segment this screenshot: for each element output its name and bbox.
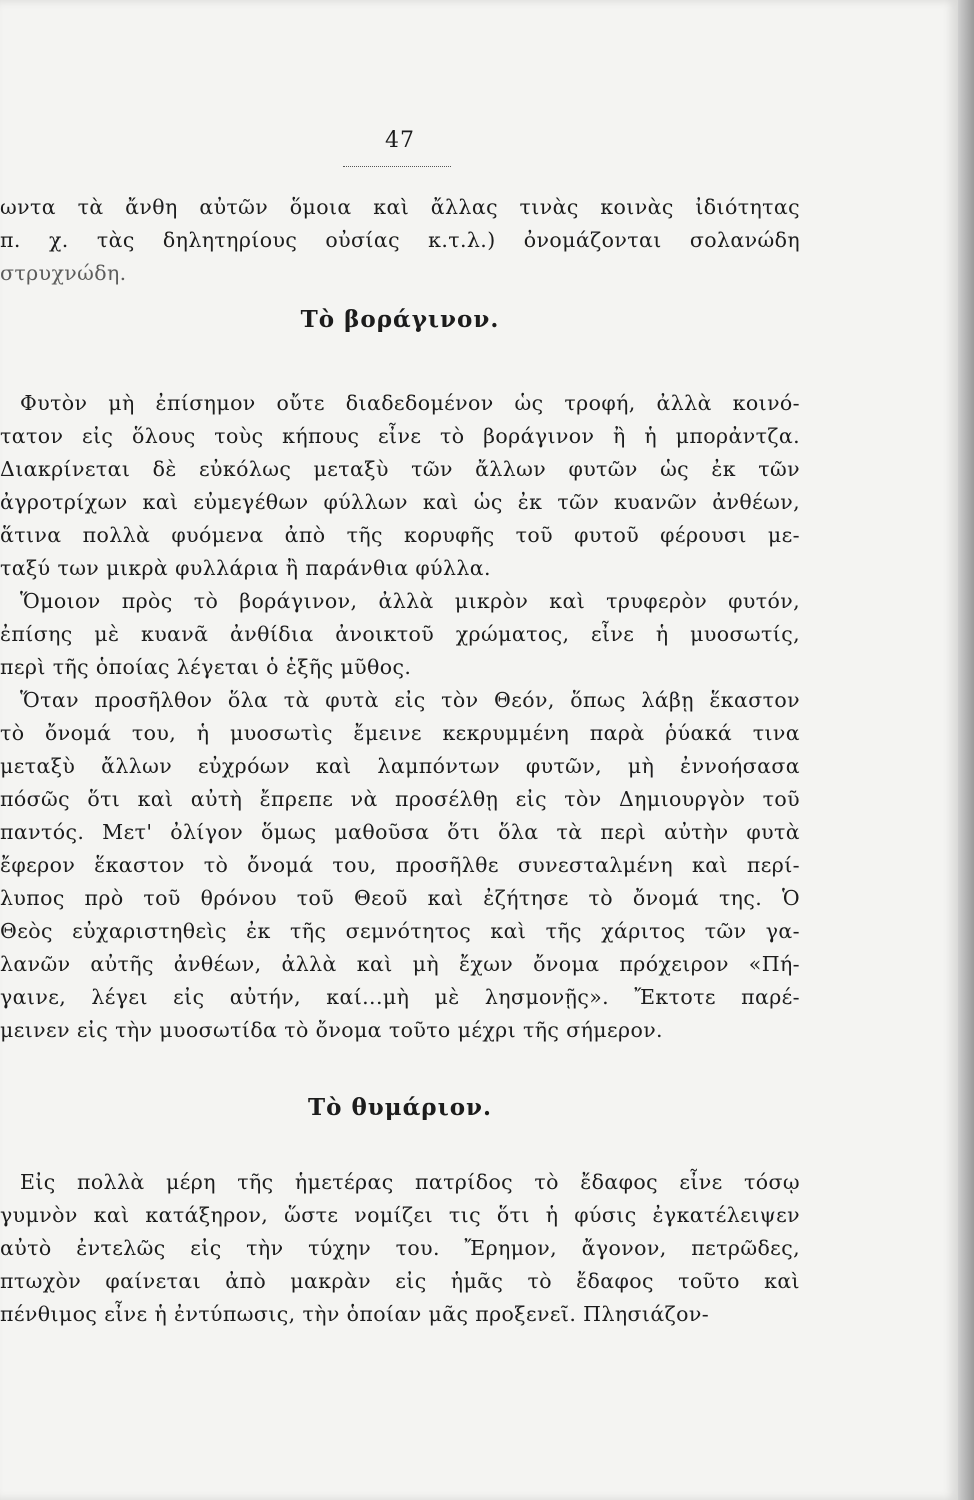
text-line: τὸ ὄνομά του, ἡ μυοσωτὶς ἔμεινε κεκρυμμένη παρὰ ῥύακά τινα — [0, 721, 800, 745]
header-rule — [343, 166, 451, 167]
section-borage-text — [0, 387, 800, 1047]
text-line: παντός. Μετ' ὀλίγον ὅμως μαθοῦσα ὅτι ὅλα τὰ περὶ αὐτὴν φυτὰ — [0, 820, 800, 844]
text-line: πόσῶς ὅτι καὶ αὐτὴ ἔπρεπε νὰ προσέλθῃ εἰς τὸν Δημιουργὸν τοῦ — [0, 787, 800, 811]
text-line: περὶ τῆς ὁποίας λέγεται ὁ ἑξῆς μῦθος. — [0, 655, 412, 679]
text-line: Ὅμοιον πρὸς τὸ βοράγινον, ἀλλὰ μικρὸν καὶ τρυφερὸν φυτόν, — [20, 589, 800, 613]
text-line: αὐτὸ ἐντελῶς εἰς τὴν τύχην του. Ἔρημον, ἄγονον, πετρῶδες, — [0, 1236, 800, 1260]
text-line: γυμνὸν καὶ κατάξηρον, ὥστε νομίζει τις ὅτι ἡ φύσις ἐγκατέλειψεν — [0, 1203, 800, 1227]
page-edge-shadow — [958, 0, 974, 1500]
text-line: γαινε, λέγει εἰς αὐτήν, καί...μὴ μὲ λησμονῇς». Ἔκτοτε παρέ- — [0, 985, 800, 1009]
section-heading-borage: Τὸ βοράγινον. — [300, 306, 500, 333]
top-paragraph — [0, 191, 800, 290]
text-line: Εἰς πολλὰ μέρη τῆς ἡμετέρας πατρίδος τὸ ἔδαφος εἶνε τόσῳ — [20, 1170, 800, 1194]
text-line: πτωχὸν φαίνεται ἀπὸ μακρὰν εἰς ἡμᾶς τὸ ἔδαφος τοῦτο καὶ — [0, 1269, 800, 1293]
text-line: Θεὸς εὐχαριστηθεὶς ἐκ τῆς σεμνότητος καὶ τῆς χάριτος τῶν γα- — [0, 919, 800, 943]
text-line: ταξύ των μικρὰ φυλλάρια ἢ παράνθια φύλλα. — [0, 556, 491, 580]
text-line: λανῶν αὐτῆς ἀνθέων, ἀλλὰ καὶ μὴ ἔχων ὄνομα πρόχειρον «Πή- — [0, 952, 800, 976]
text-line: Διακρίνεται δὲ εὐκόλως μεταξὺ τῶν ἄλλων φυτῶν ὡς ἐκ τῶν — [0, 457, 800, 481]
text-line: Ὅταν προσῆλθον ὅλα τὰ φυτὰ εἰς τὸν Θεόν, ὅπως λάβῃ ἕκαστον — [20, 688, 800, 712]
text-line: ἐπίσης μὲ κυανᾶ ἀνθίδια ἀνοικτοῦ χρώματος, εἶνε ἡ μυοσωτίς, — [0, 622, 800, 646]
text-line: π. χ. τὰς δηλητηρίους οὐσίας κ.τ.λ.) ὀνομάζονται σολανώδη — [0, 228, 800, 252]
text-line: στρυχνώδη. — [0, 261, 127, 285]
text-line: μεινεν εἰς τὴν μυοσωτίδα τὸ ὄνομα τοῦτο μέχρι τῆς σήμερον. — [0, 1018, 663, 1042]
text-line: ωντα τὰ ἄνθη αὐτῶν ὅμοια καὶ ἄλλας τινὰς κοινὰς ἰδιότητας — [0, 195, 800, 219]
text-line: πένθιμος εἶνε ἡ ἐντύπωσις, τὴν ὁποίαν μᾶς προξενεῖ. Πλησιάζον- — [0, 1302, 710, 1326]
text-line: λυπος πρὸ τοῦ θρόνου τοῦ Θεοῦ καὶ ἐζήτησε τὸ ὄνομά της. Ὁ — [0, 886, 800, 910]
text-line: μεταξὺ ἄλλων εὐχρόων καὶ λαμπόντων φυτῶν, μὴ ἐννοήσασα — [0, 754, 800, 778]
section-thyme-text — [0, 1166, 800, 1331]
page-number: 47 — [385, 128, 415, 153]
text-line: ἔφερον ἕκαστον τὸ ὄνομά του, προσῆλθε συνεσταλμένη καὶ περί- — [0, 853, 800, 877]
section-heading-thyme: Τὸ θυμάριον. — [307, 1094, 493, 1121]
text-line: τατον εἰς ὅλους τοὺς κήπους εἶνε τὸ βοράγινον ἢ ἡ μπορἀντζα. — [0, 424, 800, 448]
text-line: Φυτὸν μὴ ἐπίσημον οὔτε διαδεδομένον ὡς τροφή, ἀλλὰ κοινό- — [20, 391, 800, 415]
text-line: ἅτινα πολλὰ φυόμενα ἀπὸ τῆς κορυφῆς τοῦ φυτοῦ φέρουσι με- — [0, 523, 800, 547]
text-line: ἀγροτρίχων καὶ εὐμεγέθων φύλλων καὶ ὡς ἐκ τῶν κυανῶν ἀνθέων, — [0, 490, 800, 514]
